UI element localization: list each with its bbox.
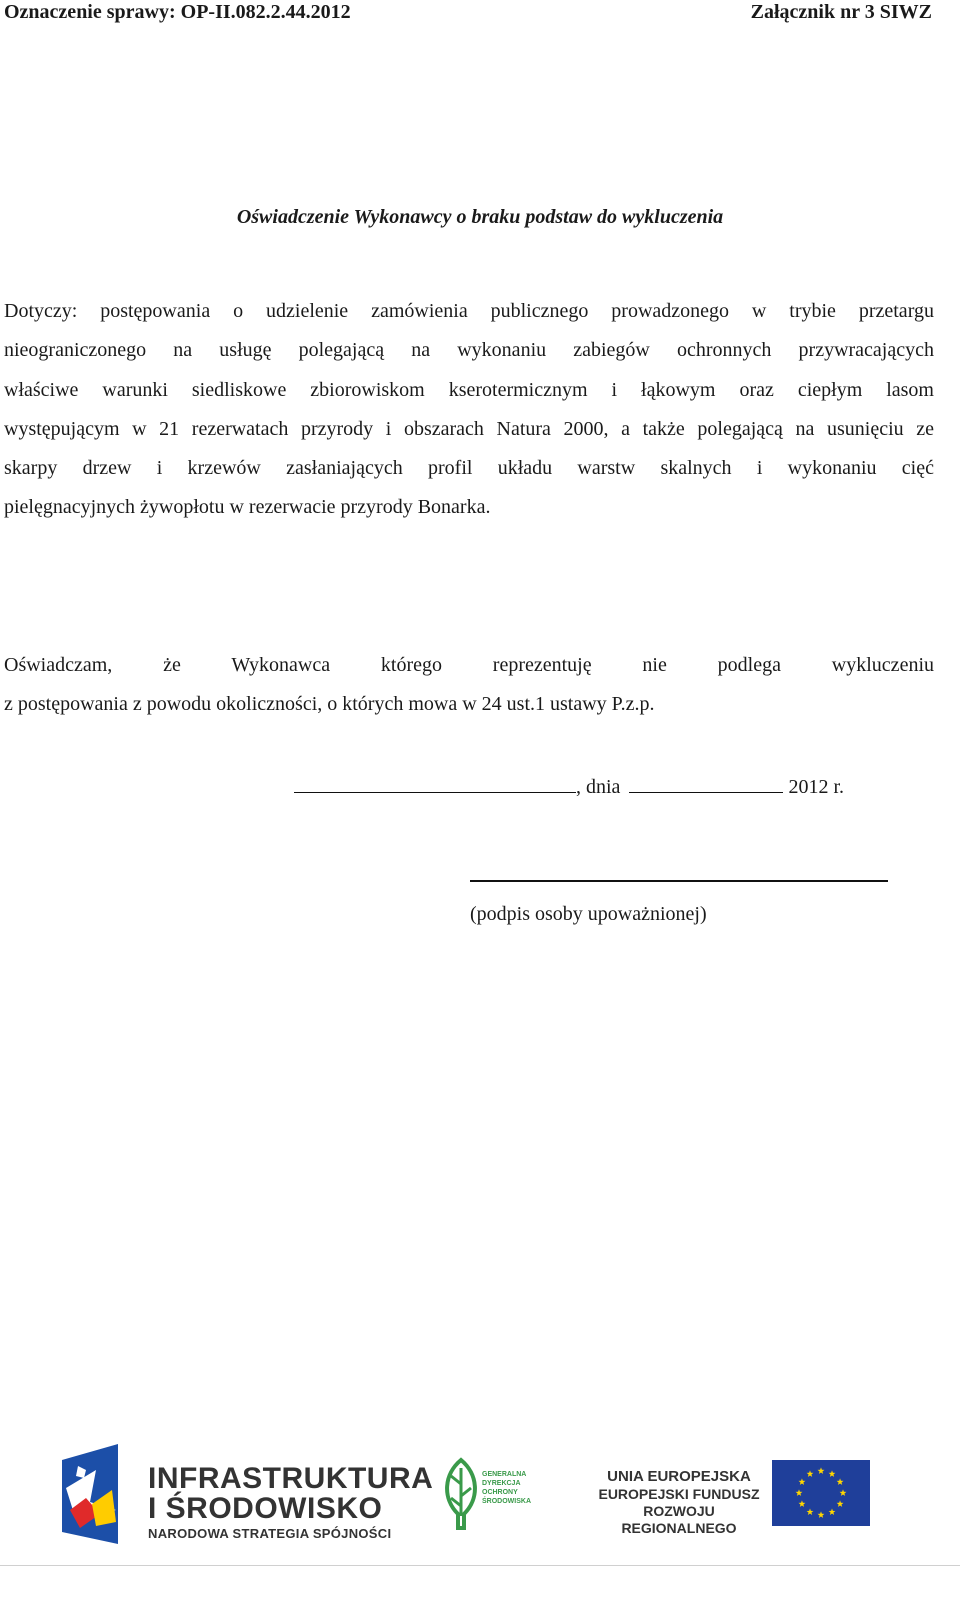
- gdos-line: GENERALNA: [482, 1471, 527, 1478]
- gdos-line: DYREKCJA: [482, 1480, 521, 1487]
- place-date-line: [294, 774, 844, 799]
- document-title: Oświadczenie Wykonawcy o braku podstaw do wykluczenia: [236, 206, 724, 228]
- infrastruktura-logo: [56, 1440, 434, 1550]
- year-label: 2012 r.: [788, 776, 844, 798]
- subject-line: właściwe warunki siedliskowe zbiorowiskom kserotermicznym i łąkowym oraz ciepłym lasom: [4, 378, 934, 401]
- subject-line: nieograniczonego na usługę polegającą na wykonaniu zabiegów ochronnych przywracających: [4, 339, 934, 362]
- eu-flag-icon: [772, 1460, 870, 1526]
- footer-divider: [0, 1565, 960, 1566]
- is-line1: INFRASTRUKTURA: [148, 1462, 434, 1495]
- statement-line: z postępowania z powodu okoliczności, o których mowa w 24 ust.1 ustawy P.z.p.: [4, 693, 655, 716]
- subject-paragraph: [4, 292, 934, 528]
- signature-caption: (podpis osoby upoważnionej): [470, 903, 707, 925]
- eu-fund-text: [590, 1468, 768, 1537]
- is-line2: I ŚRODOWISKO: [148, 1492, 383, 1525]
- statement-line: Oświadczam, że Wykonawca którego reprezentuję nie podlega wykluczeniu: [4, 654, 934, 676]
- date-label: , dnia: [576, 776, 621, 798]
- leaf-icon: [440, 1456, 482, 1532]
- gdos-logo: [440, 1456, 530, 1536]
- subject-line: Dotyczy: postępowania o udzielenie zamówienia publicznego prowadzonego w trybie przetargu: [4, 300, 934, 322]
- place-blank[interactable]: [294, 774, 576, 793]
- is-line3: NARODOWA STRATEGIA SPÓJNOŚCI: [148, 1526, 392, 1541]
- gdos-line: OCHRONY: [482, 1489, 518, 1496]
- eu-line3: ROZWOJU REGIONALNEGO: [621, 1503, 737, 1536]
- eu-line2: EUROPEJSKI FUNDUSZ: [598, 1486, 760, 1502]
- subject-line: pielęgnacyjnych żywopłotu w rezerwacie przyrody Bonarka.: [4, 496, 491, 519]
- gdos-text: [482, 1470, 532, 1506]
- statement-paragraph: [4, 646, 934, 725]
- signature-line[interactable]: [470, 880, 888, 882]
- date-blank[interactable]: [629, 774, 783, 793]
- footer-logos: [0, 1440, 960, 1560]
- subject-line: występującym w 21 rezerwatach przyrody i obszarach Natura 2000, a także polegającą na usunięciu ze: [4, 417, 934, 440]
- is-star-icon: [56, 1440, 146, 1550]
- annex-label: Załącznik nr 3 SIWZ: [750, 1, 932, 23]
- eu-line1: UNIA EUROPEJSKA: [607, 1468, 751, 1485]
- subject-line: skarpy drzew i krzewów zasłaniających profil układu warstw skalnych i wykonaniu cięć: [4, 457, 934, 480]
- case-reference: Oznaczenie sprawy: OP-II.082.2.44.2012: [4, 1, 351, 23]
- gdos-line: ŚRODOWISKA: [482, 1498, 531, 1505]
